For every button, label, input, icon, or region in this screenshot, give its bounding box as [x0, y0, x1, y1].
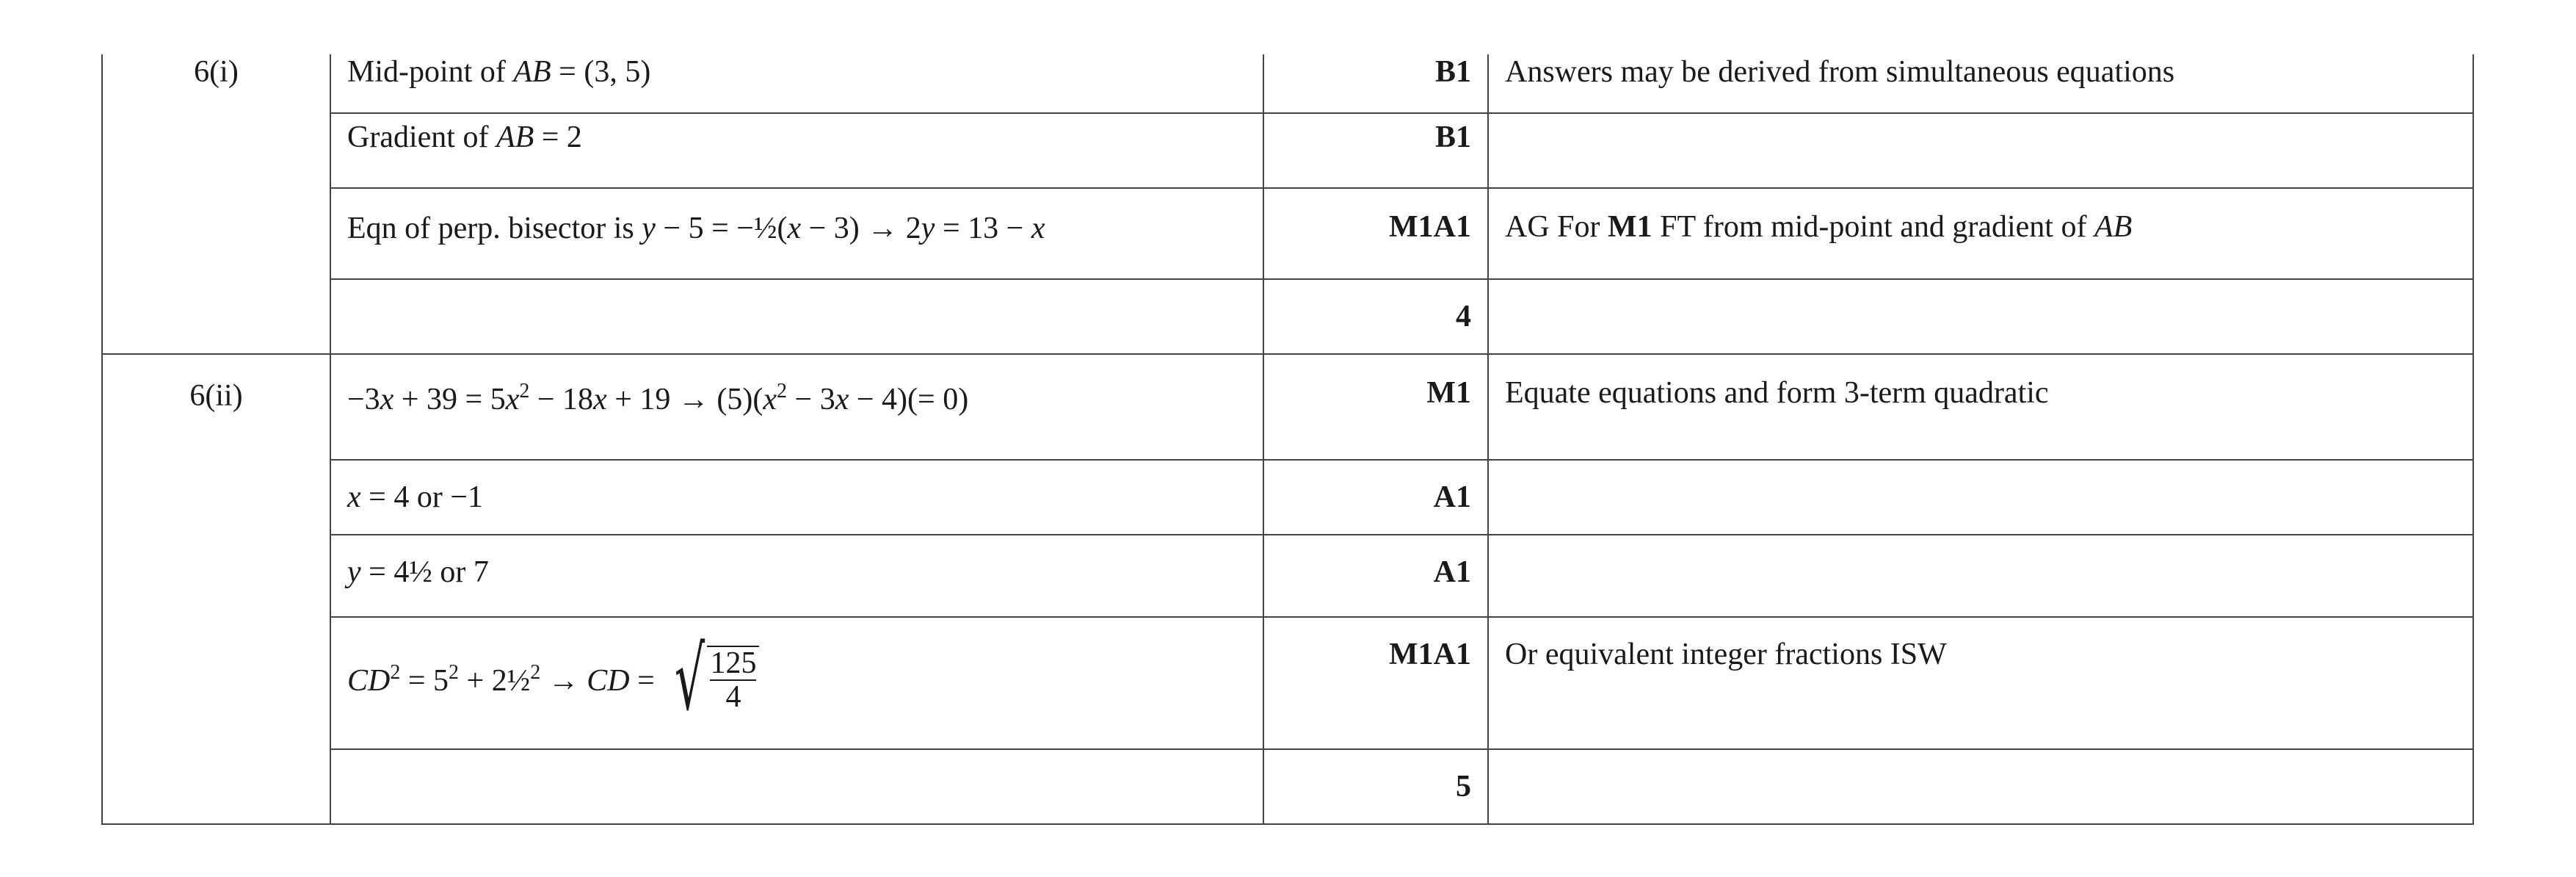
- equation-text: − 18: [529, 383, 594, 416]
- guidance-cell: [1488, 188, 2473, 279]
- variable-y: y: [642, 212, 656, 245]
- answer-cell: [330, 460, 1263, 535]
- marks-cell: [1263, 113, 1488, 188]
- guidance-variable: AB: [2094, 210, 2133, 244]
- marks-text: B1: [1434, 120, 1471, 154]
- equation-text: − 4)(= 0): [849, 383, 969, 416]
- table-row: [102, 188, 2473, 279]
- variable-x: x: [347, 480, 361, 514]
- guidance-text: AG For: [1505, 210, 1608, 244]
- marks-cell: [1263, 749, 1488, 824]
- marks-cell: [1263, 535, 1488, 617]
- equation-text: =: [629, 663, 663, 698]
- answer-cell: [330, 188, 1263, 279]
- answer-text: = 4½ or 7: [360, 555, 489, 589]
- variable-y: y: [921, 212, 935, 245]
- answer-text: Eqn of perp. bisector is: [347, 212, 642, 245]
- equation-text: + 19 →: [606, 383, 717, 416]
- total-marks: 4: [1456, 300, 1471, 333]
- equation-text: = 5: [400, 663, 449, 698]
- answer-text: = 4 or −1: [360, 480, 484, 514]
- answer-cell: [330, 535, 1263, 617]
- quadratic-equation: [347, 380, 969, 416]
- variable-cd: CD: [347, 663, 391, 698]
- equation-text: + 39 = 5: [393, 383, 506, 416]
- answer-cell: [330, 354, 1263, 460]
- answer-text: Gradient of: [347, 120, 496, 154]
- equation-text: − 3: [787, 383, 835, 416]
- fraction-numerator: 125: [710, 646, 757, 680]
- exponent: 2: [777, 380, 788, 403]
- equation-text: −3: [347, 383, 380, 416]
- guidance-bold-text: M1: [1608, 210, 1652, 244]
- exponent: 2: [449, 660, 460, 684]
- table-row: [102, 354, 2473, 460]
- table-row: [102, 54, 2473, 113]
- equation-text: − 3) → 2: [801, 212, 921, 245]
- equation-text: − 5 = −½(: [655, 212, 788, 245]
- question-number: 6(i): [194, 55, 239, 89]
- guidance-cell: [1488, 113, 2473, 188]
- variable-x: x: [380, 383, 394, 416]
- marks-text: A1: [1433, 480, 1471, 514]
- table-row: [102, 113, 2473, 188]
- answer-cell: [330, 113, 1263, 188]
- answer-variable: AB: [513, 55, 551, 89]
- marks-text: A1: [1433, 555, 1471, 589]
- guidance-cell: [1488, 749, 2473, 824]
- guidance-text: FT from mid-point and gradient of: [1652, 210, 2094, 244]
- variable-x: x: [763, 383, 777, 416]
- answer-text: = 2: [534, 120, 582, 154]
- marks-cell: [1263, 460, 1488, 535]
- equation-text: + 2½: [459, 663, 531, 698]
- table-row: [102, 460, 2473, 535]
- guidance-cell: [1488, 54, 2473, 113]
- fraction: [707, 646, 759, 722]
- guidance-text: Or equivalent integer fractions ISW: [1505, 638, 1947, 671]
- marks-cell: [1263, 279, 1488, 354]
- guidance-cell: [1488, 617, 2473, 749]
- perp-bisector-equation: [642, 212, 1045, 245]
- marks-text: M1A1: [1389, 638, 1471, 671]
- answer-cell: [330, 749, 1263, 824]
- exponent: 2: [519, 380, 530, 403]
- marks-text: B1: [1434, 55, 1471, 89]
- mark-scheme-table: [101, 54, 2474, 825]
- table-row: [102, 749, 2473, 824]
- guidance-text: Equate equations and form 3-term quadratic: [1505, 376, 2049, 410]
- marks-text: M1A1: [1389, 210, 1471, 244]
- guidance-text: Answers may be derived from simultaneous equations: [1505, 55, 2175, 89]
- variable-x: x: [1031, 212, 1045, 245]
- marks-cell: [1263, 54, 1488, 113]
- radical-sign: √: [675, 628, 705, 729]
- answer-cell: [330, 279, 1263, 354]
- guidance-cell: [1488, 460, 2473, 535]
- variable-cd: CD: [587, 663, 630, 698]
- marks-cell: [1263, 617, 1488, 749]
- table-row: [102, 617, 2473, 749]
- marks-cell: [1263, 188, 1488, 279]
- question-cell: [102, 354, 330, 824]
- guidance-cell: [1488, 354, 2473, 460]
- question-cell: [102, 54, 330, 354]
- marks-text: M1: [1426, 376, 1471, 410]
- equation-text: →: [540, 663, 587, 698]
- total-marks: 5: [1456, 770, 1471, 804]
- variable-x: x: [505, 383, 520, 416]
- guidance-cell: [1488, 279, 2473, 354]
- answer-cell: [330, 54, 1263, 113]
- exponent: 2: [390, 660, 401, 684]
- distance-equation: [347, 628, 759, 729]
- exponent: 2: [530, 660, 541, 684]
- variable-x: x: [593, 383, 607, 416]
- variable-y: y: [347, 555, 361, 589]
- square-root: [662, 628, 759, 729]
- variable-x: x: [835, 383, 849, 416]
- table-row: [102, 279, 2473, 354]
- guidance-cell: [1488, 535, 2473, 617]
- equation-text: (5)(: [716, 383, 763, 416]
- answer-cell: [330, 617, 1263, 749]
- question-number: 6(ii): [189, 379, 243, 413]
- answer-text: Mid-point of: [347, 55, 514, 89]
- marks-cell: [1263, 354, 1488, 460]
- variable-x: x: [787, 212, 802, 245]
- table-row: [102, 535, 2473, 617]
- answer-text: = (3, 5): [551, 55, 651, 89]
- fraction-denominator: 4: [725, 680, 741, 715]
- answer-variable: AB: [496, 120, 534, 154]
- equation-text: = 13 −: [935, 212, 1031, 245]
